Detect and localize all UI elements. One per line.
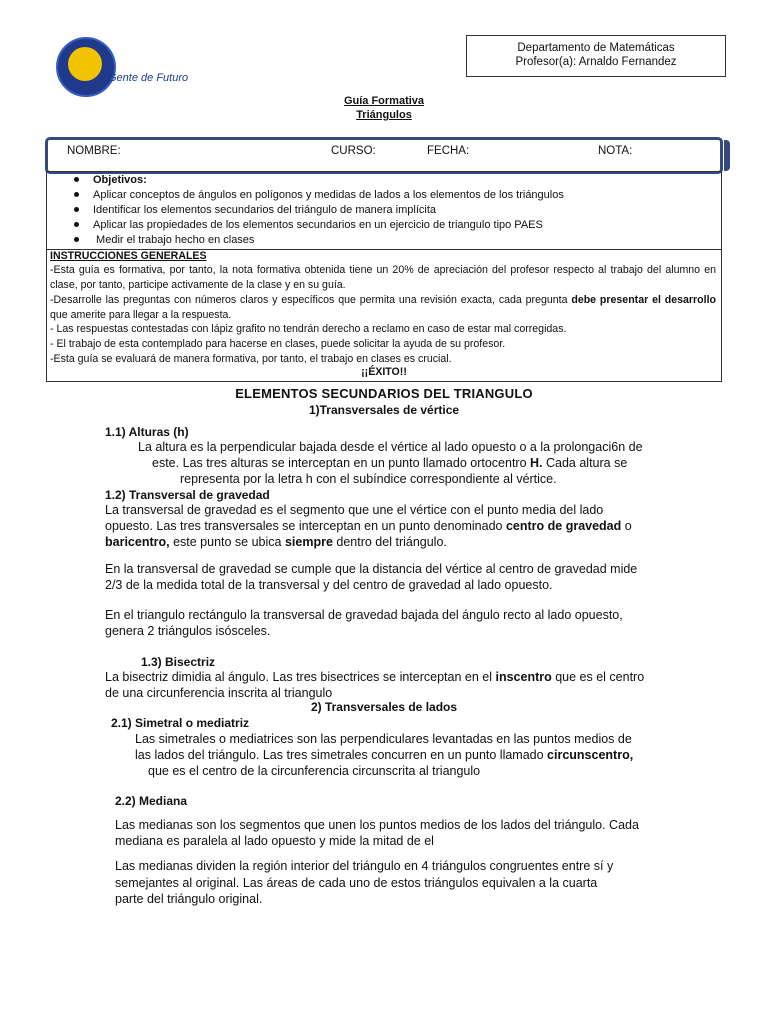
median-p2-line-3: parte del triángulo original. (115, 892, 263, 906)
instruction-2-text: -Desarrolle las preguntas con números claros y específicos que permita una revisión exacta, cada pregunta (50, 294, 572, 306)
gravity-line-3-bold: baricentro, (105, 535, 170, 549)
median-p1-line-2: mediana es paralela al lado opuesto y mide la mitad de el (115, 834, 434, 848)
gravity-line-2-text: opuesto. Las tres transversales se interceptan en un punto denominado (105, 519, 506, 533)
gravity-line-2 (105, 518, 632, 535)
instruction-2-text-end: que amerite para llegar a la respuesta. (50, 308, 232, 321)
heights-line-3: representa por la letra h con el subíndice correspondiente al vértice. (180, 472, 557, 486)
date-field[interactable]: FECHA: (427, 145, 470, 157)
logo-slogan: Gente de Futuro (108, 72, 189, 84)
objective-text: Aplicar conceptos de ángulos en polígonos y medidas de lados a los elementos de los triángulos (93, 189, 564, 201)
gravity-line-1: La transversal de gravedad es el segmento que une el vértice con el punto media del lado (105, 503, 604, 517)
perp-bisector-line-2-text: las lados del triángulo. Las tres simetrales concurren en un punto llamado (135, 748, 548, 762)
perp-bisector-line-3: que es el centro de la circunferencia circunscrita al triangulo (148, 764, 481, 778)
perp-bisector-line-1: Las simetrales o mediatrices son las perpendiculares levantadas en las puntos medios de (135, 732, 632, 746)
instruction-2-emphasis: debe presentar el desarrollo (571, 294, 716, 306)
objective-item (74, 189, 564, 201)
instructions-title: INSTRUCCIONES GENERALES (50, 250, 207, 262)
section-2-heading: 2) Transversales de lados (310, 700, 458, 714)
main-heading: ELEMENTOS SECUNDARIOS DEL TRIANGULO (235, 386, 533, 401)
name-field[interactable]: NOMBRE: (67, 145, 121, 157)
bisector-line-1-bold: inscentro (495, 670, 552, 684)
instruction-5: -Esta guía se evaluará de manera formativa, por tanto, el trabajo en clases es crucial. (50, 353, 452, 365)
department-name: Departamento de Matemáticas (517, 42, 675, 54)
subsection-perpendicular-bisector-title: 2.1) Simetral o mediatriz (111, 716, 250, 730)
bisector-line-2: de una circunferencia inscrita al triangulo (105, 686, 333, 700)
gravity-p2-line-2: 2/3 de la medida total de la transversal y del centro de gravedad al lado opuesto. (105, 578, 553, 592)
gravity-line-3 (105, 534, 447, 551)
heights-line-2-bold: H. (530, 456, 543, 470)
gravity-line-3-bold-2: siempre (284, 535, 333, 549)
objective-item (74, 219, 543, 231)
heights-line-2-end: Cada altura se (542, 456, 628, 470)
bisector-line-1 (105, 669, 644, 686)
subsection-median-title: 2.2) Mediana (115, 794, 188, 808)
gravity-line-2-bold: centro de gravedad (505, 519, 622, 533)
student-info-box-edge (724, 140, 730, 171)
instruction-3: - Las respuestas contestadas con lápiz grafito no tendrán derecho a reclamo en caso de estar mal corregidas. (50, 323, 567, 335)
instruction-2 (50, 293, 716, 322)
perp-bisector-line-2 (135, 747, 633, 764)
subsection-heights-title: 1.1) Alturas (h) (105, 425, 189, 439)
gravity-line-3-text: este punto se ubica (169, 535, 285, 549)
instruction-4: - El trabajo de esta contemplado para hacerse en clases, puede solicitar la ayuda de su profesor. (50, 338, 506, 350)
subsection-gravity-title: 1.2) Transversal de gravedad (105, 488, 270, 502)
objectives-title-text: Objetivos: (93, 174, 147, 186)
gravity-line-2-end: o (621, 519, 632, 533)
bullet-icon (74, 177, 79, 182)
grade-field[interactable]: NOTA: (598, 145, 633, 157)
gravity-p3-line-2: genera 2 triángulos isósceles. (105, 624, 271, 638)
bullet-icon (74, 192, 79, 197)
department-box (466, 35, 726, 77)
bullet-icon (74, 207, 79, 212)
bullet-icon (74, 237, 79, 242)
gravity-p3-line-1: En el triangulo rectángulo la transversal de gravedad bajada del ángulo recto al lado opuesto, (105, 608, 623, 622)
median-p1-line-1: Las medianas son los segmentos que unen los puntos medios de los lados del triángulo. Cada (115, 818, 639, 832)
heights-line-2-text: este. Las tres alturas se interceptan en un punto llamado ortocentro (152, 456, 531, 470)
section-1-heading: 1)Transversales de vértice (308, 403, 460, 417)
perp-bisector-line-2-bold: circunscentro, (547, 748, 634, 762)
guide-topic: Triángulos (356, 109, 412, 121)
teacher-name: Profesor(a): Arnaldo Fernandez (515, 56, 677, 68)
eagle-emblem-icon (68, 47, 102, 81)
bisector-line-1-end: que es el centro (551, 670, 645, 684)
guide-title: Guía Formativa (343, 95, 425, 107)
subsection-bisector-title: 1.3) Bisectriz (141, 655, 216, 669)
bullet-icon (74, 222, 79, 227)
closing-message: ¡¡ÉXITO!! (361, 366, 407, 378)
objective-text: Medir el trabajo hecho en clases (93, 234, 255, 246)
objective-item (74, 234, 254, 246)
gravity-p2-line-1: En la transversal de gravedad se cumple que la distancia del vértice al centro de gravedad mide (105, 562, 638, 576)
gravity-line-3-end: dentro del triángulo. (332, 535, 447, 549)
objective-item (74, 204, 436, 216)
objective-text: Aplicar las propiedades de los elementos secundarios en un ejercicio de triangulo tipo PAES (93, 219, 543, 231)
median-p2-line-2: semejantes al original. Las áreas de cada uno de estos triángulos equivalen a la cuarta (115, 876, 598, 890)
objective-text: Identificar los elementos secundarios del triángulo de manera implícita (93, 204, 437, 216)
heights-line-2 (152, 455, 627, 472)
median-p2-line-1: Las medianas dividen la región interior del triángulo en 4 triángulos congruentes entre sí y (115, 859, 614, 873)
objectives-title (74, 174, 147, 186)
heights-line-1: La altura es la perpendicular bajada desde el vértice al lado opuesto o a la prolongaci6n de (138, 440, 643, 454)
bisector-line-1-text: La bisectriz dimidia al ángulo. Las tres bisectrices se interceptan en el (105, 670, 496, 684)
instruction-1: -Esta guía es formativa, por tanto, la nota formativa obtenida tiene un 20% de apreciación del profesor respecto al trabajo del alumno en clase, por tanto, participe activamente de la clase y en su guía. (50, 264, 716, 291)
course-field[interactable]: CURSO: (331, 145, 376, 157)
